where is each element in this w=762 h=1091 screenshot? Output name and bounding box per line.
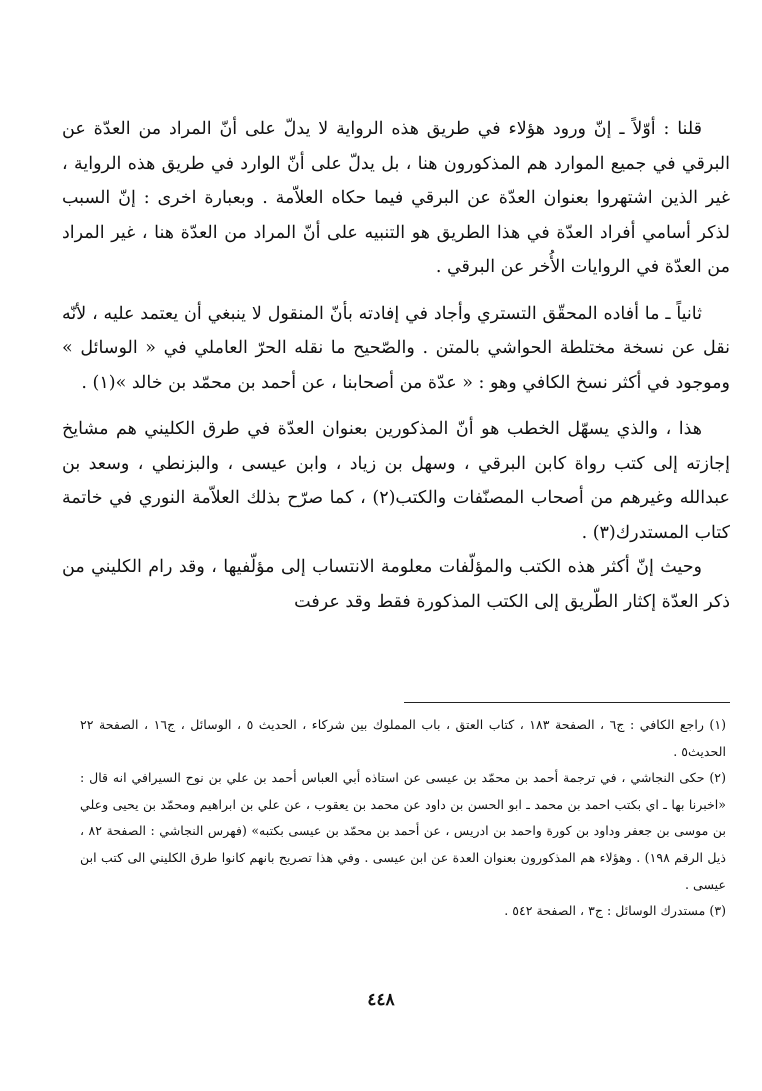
paragraph-continuation: وحيث إنّ أكثر هذه الكتب والمؤلّفات معلومة الانتساب إلى مؤلّفيها ، وقد رام الكليني من ذكر العدّة إكثار الطّريق إلى الكتب المذكورة فقط وقد عرفت <box>62 557 730 612</box>
paragraph-second-answer: ثانياً ـ ما أفاده المحقّق التستري وأجاد في إفادته بأنّ المنقول لا ينبغي أن يعتمد عليه ، لأنّه نقل عن نسخة مختلطة الحواشي بالمتن . والصّحيح ما نقله الحرّ العاملي في « الوسائل » وموجود في أكثر نسخ الكافي وهو : « عدّة من أصحابنا ، عن أحمد بن محمّد بن خالد »(١) . <box>62 303 730 393</box>
paragraph-iddah-explanation: هذا ، والذي يسهّل الخطب هو أنّ المذكورين بعنوان العدّة في طرق الكليني هم مشايخ إجازته إلى كتب رواة كابن البرقي ، وسهل بن زياد ، وابن عيسى ، والبزنطي ، وسعد بن عبدالله وغيرهم من أصحاب المصنّفات والكتب(٢) ، كما صرّح بذلك العلاّمة النوري في خاتمة كتاب المستدرك(٣) . <box>62 419 730 543</box>
page-number: ٤٤٨ <box>367 990 395 1010</box>
main-text <box>62 112 730 619</box>
footnote-2 <box>80 765 726 898</box>
footnote-3-mark: (٣) <box>709 903 726 919</box>
footnote-1-text: راجع الكافي : ج٦ ، الصفحة ١٨٣ ، كتاب العتق ، باب المملوك بين شركاء ، الحديث ٥ ، الوسائل ، ج١٦ ، الصفحة ٢٢ الحديث٥ . <box>80 717 726 759</box>
footnote-2-mark: (٢) <box>709 770 726 786</box>
footnote-divider <box>404 702 730 703</box>
footnote-3-text: مستدرك الوسائل : ج٣ ، الصفحة ٥٤٢ . <box>504 903 706 919</box>
footnote-2-text: حكى النجاشي ، في ترجمة أحمد بن محمّد بن عيسى عن استاذه أبي العباس أحمد بن علي بن نوح السيرافي انه قال : «اخبرنا بها ـ اي بكتب احمد بن محمد ـ ابو الحسن بن داود عن محمد بن يعقوب ، عن علي بن ابراهيم ومحمّد بن يحيى وعلي بن موسى بن جعفر وداود بن كورة واحمد بن ادريس ، عن أحمد بن محمّد بن عيسى بكتبه» (فهرس النجاشي : الصفحة ٨٢ ، ذيل الرقم ١٩٨) . وهؤلاء هم المذكورون بعنوان العدة عن ابن عيسى . وفي هذا تصريح بانهم كانوا طرق الكليني الى كتب ابن عيسى . <box>80 770 726 892</box>
footnote-3 <box>80 898 726 925</box>
footnotes <box>80 712 726 925</box>
paragraph-first-answer: قلنا : أوّلاً ـ إنّ ورود هؤلاء في طريق هذه الرواية لا يدلّ على أنّ المراد من العدّة عن البرقي في جميع الموارد هم المذكورون هنا ، بل يدلّ على أنّ الوارد في طريق هذه الرواية ، غير الذين اشتهروا بعنوان العدّة عن البرقي فيما حكاه العلاّمة . وبعبارة اخرى : إنّ السبب لذكر أسامي أفراد العدّة في هذا الطريق هو التنبيه على أنّ المراد من العدّة هنا ، غير المراد من العدّة في الروايات الأُخر عن البرقي . <box>62 119 730 277</box>
footnote-1-mark: (١) <box>709 717 726 732</box>
footnote-1 <box>80 712 726 765</box>
